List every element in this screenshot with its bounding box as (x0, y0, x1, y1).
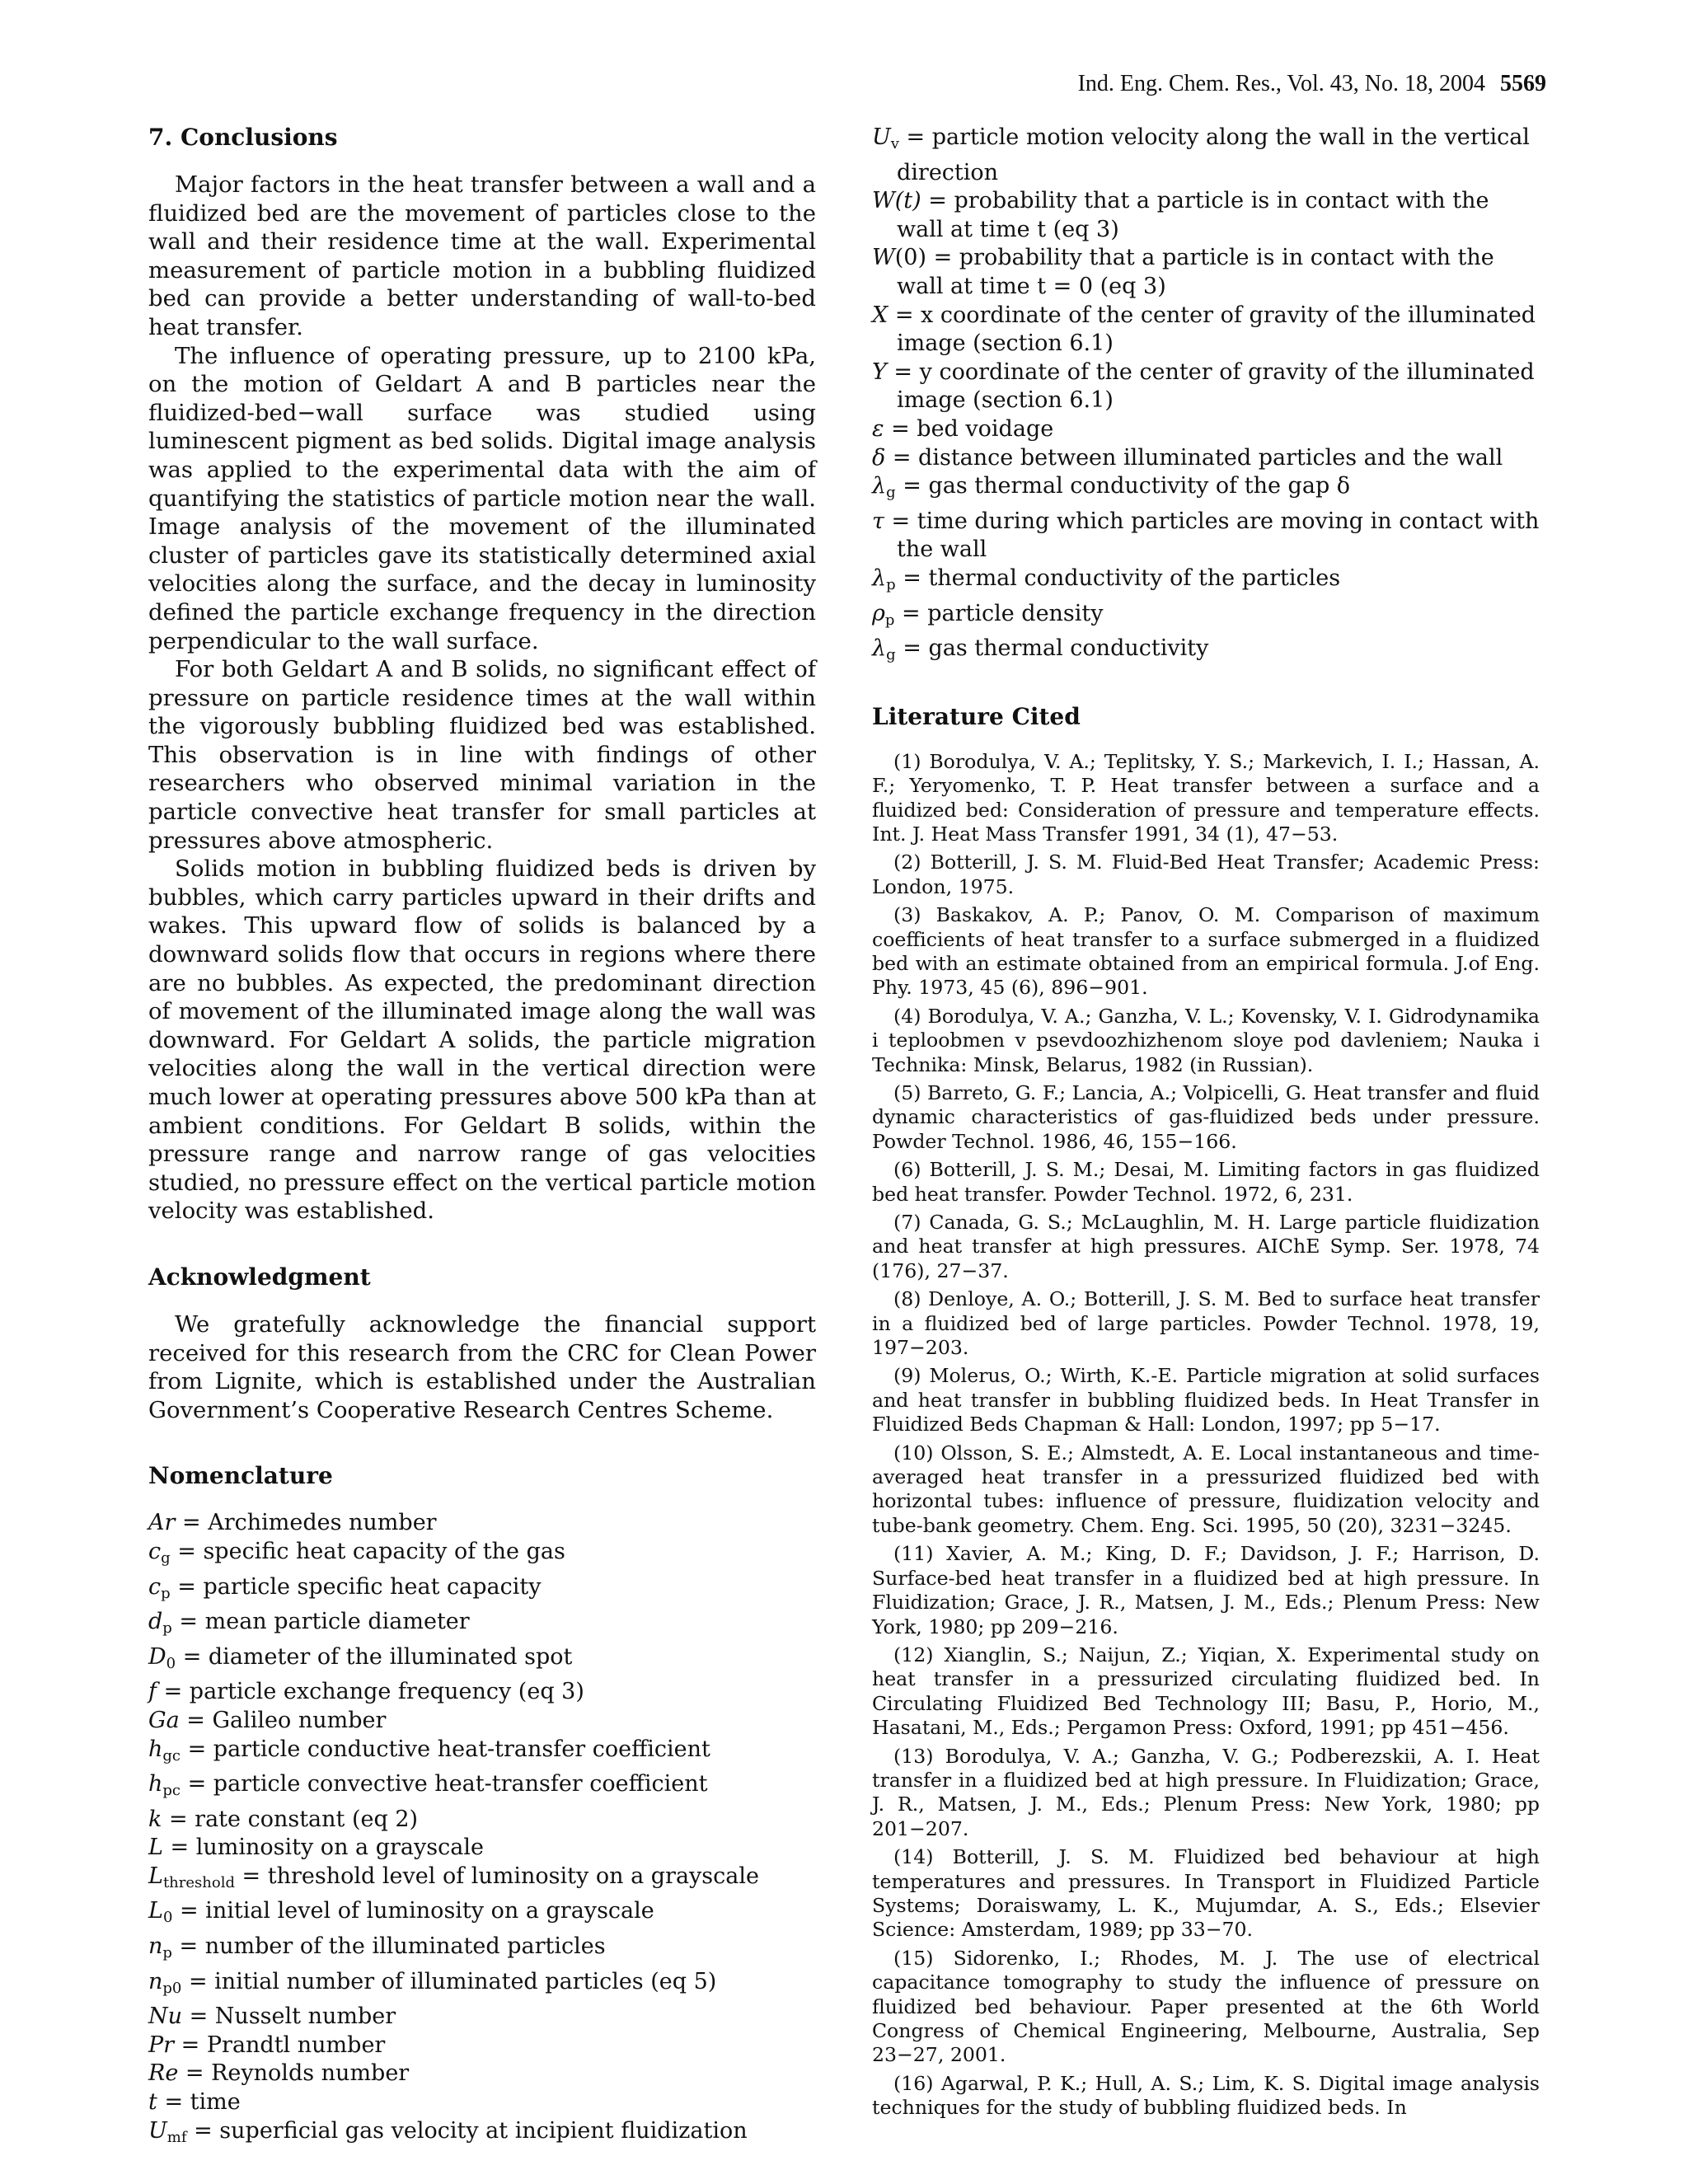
nomenclature-item (148, 1806, 816, 1835)
nomenclature-symbol: h (148, 1771, 163, 1797)
nomenclature-symbol: L (148, 1835, 163, 1861)
nomenclature-item (148, 2003, 816, 2032)
reference-item: (16) Agarwal, P. K.; Hull, A. S.; Lim, K. S. Digital image analysis techniques for the study of bubbling fluidized beds. In (872, 2071, 1540, 2120)
nomenclature-definition: = superficial gas velocity at incipient fluidization (186, 2117, 748, 2144)
reference-item: (9) Molerus, O.; Wirth, K.-E. Particle migration at solid surfaces and heat transfer in bubbling fluidized beds. In Heat Transfer in Fluidized Beds Chapman & Hall: London, 1997; pp 5−17. (872, 1364, 1540, 1436)
reference-item: (8) Denloye, A. O.; Botterill, J. S. M. Bed to surface heat transfer in a fluidized bed of large particles. Powder Technol. 1978, 19, 197−203. (872, 1287, 1540, 1360)
reference-item: (4) Borodulya, V. A.; Ganzha, V. L.; Kovensky, V. I. Gidrodynamika i teploobmen v psevdoozhizhenom sloye pod davleniem; Nauka i Technika: Minsk, Belarus, 1982 (in Russian). (872, 1004, 1540, 1076)
nomenclature-subscript: threshold (162, 1873, 235, 1891)
nomenclature-symbol: Nu (148, 2004, 183, 2030)
reference-item: (5) Barreto, G. F.; Lancia, A.; Volpicelli, G. Heat transfer and fluid dynamic characteristics of gas-fluidized beds under pressure. Powder Technol. 1986, 46, 155−166. (872, 1080, 1540, 1153)
nomenclature-symbol: f (148, 1679, 157, 1705)
nomenclature-subscript: 0 (166, 1654, 176, 1672)
nomenclature-subscript: p (162, 1619, 172, 1638)
reference-item: (7) Canada, G. S.; McLaughlin, M. H. Large particle fluidization and heat transfer at high pressures. AIChE Symp. Ser. 1978, 74 (176), 27−37. (872, 1211, 1540, 1282)
nomenclature-list-continued (872, 124, 1540, 670)
nomenclature-definition: (0) = probability that a particle is in contact with the wall at time t = 0 (eq 3) (894, 245, 1494, 299)
nomenclature-definition: = diameter of the illuminated spot (176, 1643, 573, 1670)
nomenclature-symbol: L (148, 1898, 163, 1924)
nomenclature-item (872, 124, 1540, 187)
nomenclature-symbol: n (148, 1933, 163, 1960)
nomenclature-item (148, 1736, 816, 1771)
nomenclature-item (148, 1608, 816, 1643)
literature-section (872, 703, 1540, 2121)
nomenclature-subscript: p (886, 575, 896, 593)
nomenclature-item (872, 187, 1540, 244)
nomenclature-item (148, 1863, 816, 1898)
nomenclature-item (148, 1933, 816, 1968)
reference-item: (2) Botterill, J. S. M. Fluid-Bed Heat Transfer; Academic Press: London, 1975. (872, 851, 1540, 898)
nomenclature-subscript: p (162, 1944, 172, 1962)
nomenclature-definition: = gas thermal conductivity of the gap δ (895, 473, 1351, 499)
nomenclature-symbol: L (148, 1863, 163, 1889)
nomenclature-definition: = particle exchange frequency (eq 3) (157, 1679, 584, 1705)
nomenclature-subscript: mf (166, 2128, 187, 2146)
reference-list (872, 750, 1540, 2121)
nomenclature-item (148, 2060, 816, 2088)
nomenclature-subscript: v (890, 135, 899, 152)
reference-item: (10) Olsson, S. E.; Almstedt, A. E. Local instantaneous and time-averaged heat transfer in a pressurized fluidized bed with horizontal tubes: influence of pressure, fluidization velocity and tube-bank geometry. Chem. Eng. Sci. 1995, 50 (20), 3231−3245. (872, 1441, 1540, 1537)
nomenclature-definition: = Reynolds number (178, 2060, 410, 2087)
nomenclature-subscript: p (161, 1584, 171, 1602)
nomenclature-symbol: λ (872, 635, 887, 662)
nomenclature-list (148, 1509, 816, 2152)
nomenclature-symbol: Re (148, 2060, 179, 2087)
nomenclature-symbol: k (148, 1806, 162, 1832)
nomenclature-symbol: d (148, 1609, 163, 1635)
nomenclature-definition: = bed voidage (884, 415, 1054, 442)
nomenclature-symbol: W (872, 245, 895, 271)
nomenclature-item (872, 302, 1540, 359)
nomenclature-symbol: c (148, 1573, 162, 1600)
reference-item: (11) Xavier, A. M.; King, D. F.; Davidson, J. F.; Harrison, D. Surface-bed heat transfer in a fluidized bed at high pressure. In Fluidization; Grace, J. R., Matsen, J. M., Eds.; Plenum Press: New York, 1980; pp 209−216. (872, 1542, 1540, 1638)
nomenclature-symbol: U (148, 2117, 167, 2144)
nomenclature-symbol: Ar (148, 1510, 176, 1536)
nomenclature-definition: = threshold level of luminosity on a grayscale (234, 1863, 759, 1889)
conclusions-paragraph: For both Geldart A and B solids, no significant effect of pressure on particle residence times at the wall within the vigorously bubbling fluidized bed was established. This observation is in line with findings of other researchers who observed minimal variation in the particle convective heat transfer for small particles at pressures above atmospheric. (148, 656, 816, 854)
nomenclature-subscript: pc (162, 1782, 181, 1800)
nomenclature-item (872, 415, 1540, 444)
nomenclature-definition: = rate constant (eq 2) (162, 1806, 419, 1832)
conclusions-heading: 7. Conclusions (148, 124, 338, 151)
nomenclature-item (148, 1643, 816, 1679)
nomenclature-subscript: gc (162, 1746, 181, 1765)
conclusions-paragraph: Major factors in the heat transfer between a wall and a fluidized bed are the movement of particles close to the wall and their residence time at the wall. Experimental measurement of particle motion in a bubbling fluidized bed can provide a better understanding of wall-to-bed heat transfer. (148, 171, 816, 340)
conclusions-paragraph: Solids motion in bubbling fluidized beds is driven by bubbles, which carry particles upward in their drifts and wakes. This upward flow of solids is balanced by a downward solids flow that occurs in regions where there are no bubbles. As expected, the predominant direction of movement of the illuminated image along the wall was downward. For Geldart A solids, the particle migration velocities along the wall in the vertical direction were much lower at operating pressures above 500 kPa than at ambient conditions. For Geldart B solids, within the pressure range and narrow range of gas velocities studied, no pressure effect on the vertical particle motion velocity was established. (148, 855, 816, 1225)
reference-item: (14) Botterill, J. S. M. Fluidized bed behaviour at high temperatures and pressures. In Transport in Fluidized Particle Systems; Doraiswamy, L. K., Mujumdar, A. S., Eds.; Elsevier Science: Amsterdam, 1989; pp 33−70. (872, 1845, 1540, 1942)
left-column (148, 124, 816, 2152)
nomenclature-symbol: λ (872, 473, 887, 499)
nomenclature-symbol: n (148, 1968, 163, 1994)
conclusions-paragraph: The influence of operating pressure, up to 2100 kPa, on the motion of Geldart A and B particles near the fluidized-bed−wall surface was studied using luminescent pigment as bed solids. Digital image analysis was applied to the experimental data with the aim of quantifying the statistics of particle motion near the wall. Image analysis of the movement of the illuminated cluster of particles gave its statistically determined axial velocities along the surface, and the decay in luminosity defined the particle exchange frequency in the direction perpendicular to the wall surface. (148, 342, 816, 654)
nomenclature-symbol: W(t) (872, 188, 921, 214)
page-number: 5569 (1500, 71, 1546, 96)
nomenclature-item (148, 2117, 816, 2153)
nomenclature-item (872, 600, 1540, 635)
nomenclature-item (148, 2088, 816, 2117)
nomenclature-definition: = Galileo number (179, 1707, 387, 1733)
running-header (1078, 71, 1546, 97)
nomenclature-heading: Nomenclature (148, 1462, 333, 1490)
nomenclature-definition: = thermal conductivity of the particles (895, 565, 1341, 591)
nomenclature-symbol: λ (872, 565, 887, 591)
nomenclature-item (148, 1707, 816, 1736)
nomenclature-definition: = Prandtl number (174, 2032, 386, 2058)
reference-item: (13) Borodulya, V. A.; Ganzha, V. G.; Podberezskii, A. I. Heat transfer in a fluidized bed at high pressure. In Fluidization; Grace, J. R., Matsen, J. M., Eds.; Plenum Press: New York, 1980; pp 201−207. (872, 1744, 1540, 1840)
nomenclature-item (148, 1678, 816, 1707)
nomenclature-definition: = x coordinate of the center of gravity of the illuminated image (section 6.1) (888, 302, 1536, 357)
nomenclature-definition: = gas thermal conductivity (895, 635, 1209, 662)
nomenclature-symbol: c (148, 1538, 162, 1564)
acknowledgment-text: We gratefully acknowledge the financial support received for this research from the CRC for Clean Power from Lignite, which is established under the Australian Government’s Cooperative Research Centres Scheme. (148, 1310, 816, 1423)
nomenclature-symbol: δ (872, 444, 886, 471)
nomenclature-item (148, 1968, 816, 2004)
nomenclature-symbol: Ga (148, 1707, 180, 1733)
nomenclature-symbol: ρ (872, 600, 885, 626)
nomenclature-definition: = initial level of luminosity on a grayscale (172, 1898, 654, 1924)
nomenclature-item (148, 1573, 816, 1609)
nomenclature-definition: = initial number of illuminated particles (eq 5) (181, 1968, 717, 1994)
nomenclature-definition: = probability that a particle is in contact with the wall at time t (eq 3) (897, 188, 1489, 242)
nomenclature-item (148, 1834, 816, 1863)
nomenclature-symbol: Y (872, 359, 887, 385)
acknowledgment-heading: Acknowledgment (148, 1263, 371, 1291)
reference-item: (3) Baskakov, A. P.; Panov, O. M. Comparison of maximum coefficients of heat transfer to a surface submerged in a fluidized bed with an estimate obtained from an empirical formula. J.of Eng. Phy. 1973, 45 (6), 896−901. (872, 903, 1540, 1000)
nomenclature-item (872, 635, 1540, 670)
nomenclature-symbol: τ (872, 508, 884, 534)
journal-citation: Ind. Eng. Chem. Res., Vol. 43, No. 18, 2004 (1077, 71, 1485, 96)
nomenclature-item (148, 1897, 816, 1933)
conclusions-section (148, 124, 816, 1226)
reference-item: (15) Sidorenko, I.; Rhodes, M. J. The use of electrical capacitance tomography to study the influence of pressure on fluidized bed behaviour. Paper presented at the 6th World Congress of Chemical Engineering, Melbourne, Australia, Sep 23−27, 2001. (872, 1946, 1540, 2067)
nomenclature-symbol: X (872, 302, 889, 328)
reference-item: (12) Xianglin, S.; Naijun, Z.; Yiqian, X. Experimental study on heat transfer in a pressurized circulating fluidized bed. In Circulating Fluidized Bed Technology III; Basu, P., Horio, M., Hasatani, M., Eds.; Pergamon Press: Oxford, 1991; pp 451−456. (872, 1643, 1540, 1740)
nomenclature-item (148, 1770, 816, 1806)
nomenclature-item (872, 508, 1540, 565)
right-column (872, 124, 1540, 2125)
nomenclature-symbol: D (148, 1643, 166, 1670)
nomenclature-subscript: g (886, 646, 896, 664)
nomenclature-symbol: U (872, 124, 891, 150)
literature-heading: Literature Cited (872, 702, 1081, 730)
nomenclature-definition: = particle density (894, 600, 1104, 626)
nomenclature-definition: = distance between illuminated particles and the wall (885, 444, 1503, 471)
nomenclature-symbol: h (148, 1736, 163, 1762)
nomenclature-subscript: p (884, 611, 895, 629)
nomenclature-item (148, 1509, 816, 1538)
nomenclature-subscript: 0 (162, 1909, 173, 1927)
nomenclature-definition: = time during which particles are moving in contact with the wall (884, 508, 1540, 563)
nomenclature-item (872, 359, 1540, 415)
nomenclature-definition: = specific heat capacity of the gas (170, 1538, 565, 1564)
nomenclature-subscript: p0 (162, 1979, 182, 1997)
nomenclature-definition: = particle specific heat capacity (170, 1573, 542, 1600)
nomenclature-subscript: g (161, 1549, 171, 1567)
nomenclature-item (872, 565, 1540, 600)
nomenclature-definition: = particle convective heat-transfer coefficient (181, 1771, 708, 1797)
nomenclature-definition: = number of the illuminated particles (171, 1933, 606, 1960)
nomenclature-definition: = luminosity on a grayscale (162, 1835, 484, 1861)
reference-item: (6) Botterill, J. S. M.; Desai, M. Limiting factors in gas fluidized bed heat transfer. Powder Technol. 1972, 6, 231. (872, 1158, 1540, 1206)
reference-item: (1) Borodulya, V. A.; Teplitsky, Y. S.; Markevich, I. I.; Hassan, A. F.; Yeryomenko, T. P. Heat transfer between a surface and a fluidized bed: Consideration of pressure and temperature effects. Int. J. Heat Mass Transfer 1991, 34 (1), 47−53. (872, 749, 1540, 846)
nomenclature-definition: = y coordinate of the center of gravity of the illuminated image (section 6.1) (886, 359, 1535, 414)
nomenclature-symbol: Pr (148, 2032, 175, 2058)
nomenclature-item (148, 2032, 816, 2060)
nomenclature-definition: = Nusselt number (182, 2004, 396, 2030)
nomenclature-item (872, 472, 1540, 508)
nomenclature-definition: = Archimedes number (175, 1510, 437, 1536)
nomenclature-definition: = particle motion velocity along the wall in the vertical direction (897, 124, 1530, 185)
nomenclature-definition: = particle conductive heat-transfer coefficient (181, 1736, 710, 1762)
nomenclature-item (872, 244, 1540, 301)
nomenclature-item (872, 444, 1540, 473)
nomenclature-definition: = time (157, 2089, 241, 2116)
nomenclature-definition: = mean particle diameter (171, 1609, 470, 1635)
nomenclature-section (148, 1462, 816, 2152)
nomenclature-symbol: ε (872, 415, 884, 442)
nomenclature-subscript: g (886, 484, 896, 502)
nomenclature-item (148, 1538, 816, 1573)
acknowledgment-section (148, 1263, 816, 1424)
nomenclature-symbol: t (148, 2089, 157, 2116)
